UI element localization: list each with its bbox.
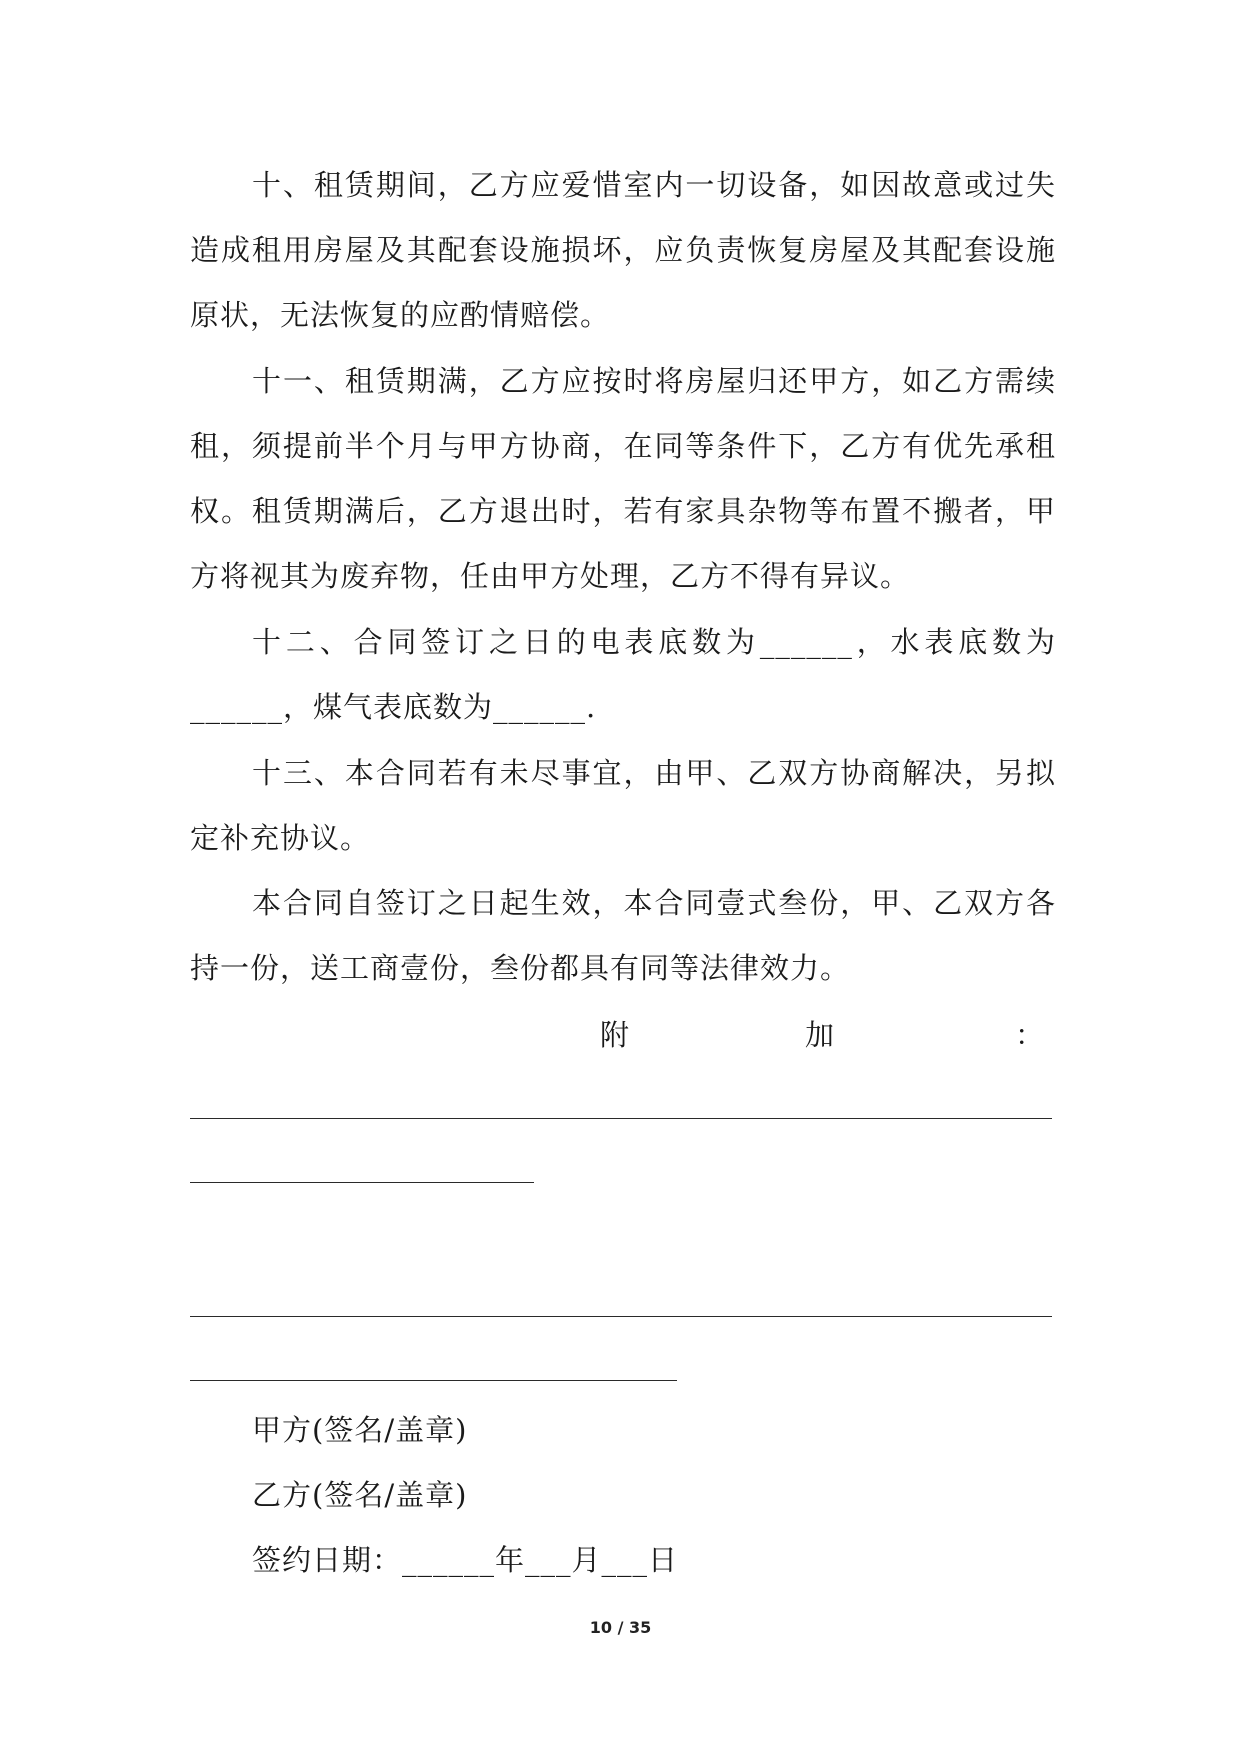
party-a-signature: 甲方(签名/盖章): [252, 1413, 468, 1447]
appendix-blank-line: [190, 1316, 1052, 1317]
party-b-signature: 乙方(签名/盖章): [252, 1478, 468, 1512]
appendix-blank-line: [190, 1182, 534, 1183]
appendix-heading-char-1: 附: [600, 1018, 630, 1052]
clause-10-paragraph: 十、租赁期间，乙方应爱惜室内一切设备，如因故意或过失造成租用房屋及其配套设施损坏，应负责恢复房屋及其配套设施原状，无法恢复的应酌情赔偿。: [190, 168, 1056, 332]
effective-clause-paragraph: 本合同自签订之日起生效，本合同壹式叁份，甲、乙双方各持一份，送工商壹份，叁份都具有同等法律效力。: [190, 886, 1056, 985]
page-number: 10 / 35: [589, 1618, 652, 1637]
appendix-blank-line: [190, 1118, 1052, 1119]
clause-12-paragraph: 十二、合同签订之日的电表底数为______，水表底数为______，煤气表底数为______.: [190, 625, 1056, 724]
clause-13-paragraph: 十三、本合同若有未尽事宜，由甲、乙双方协商解决，另拟定补充协议。: [190, 756, 1056, 855]
signing-date: 签约日期：______年___月___日: [252, 1543, 679, 1577]
appendix-blank-line: [190, 1380, 677, 1381]
appendix-heading-char-2: 加: [805, 1018, 835, 1052]
appendix-heading-colon: ：: [1015, 1018, 1045, 1052]
appendix-heading: [600, 1003, 1060, 1068]
clause-11-paragraph: 十一、租赁期满，乙方应按时将房屋归还甲方，如乙方需续租，须提前半个月与甲方协商，在同等条件下，乙方有优先承租权。租赁期满后，乙方退出时，若有家具杂物等布置不搬者，甲方将视其为废弃物，任由甲方处理，乙方不得有异议。: [190, 364, 1056, 593]
